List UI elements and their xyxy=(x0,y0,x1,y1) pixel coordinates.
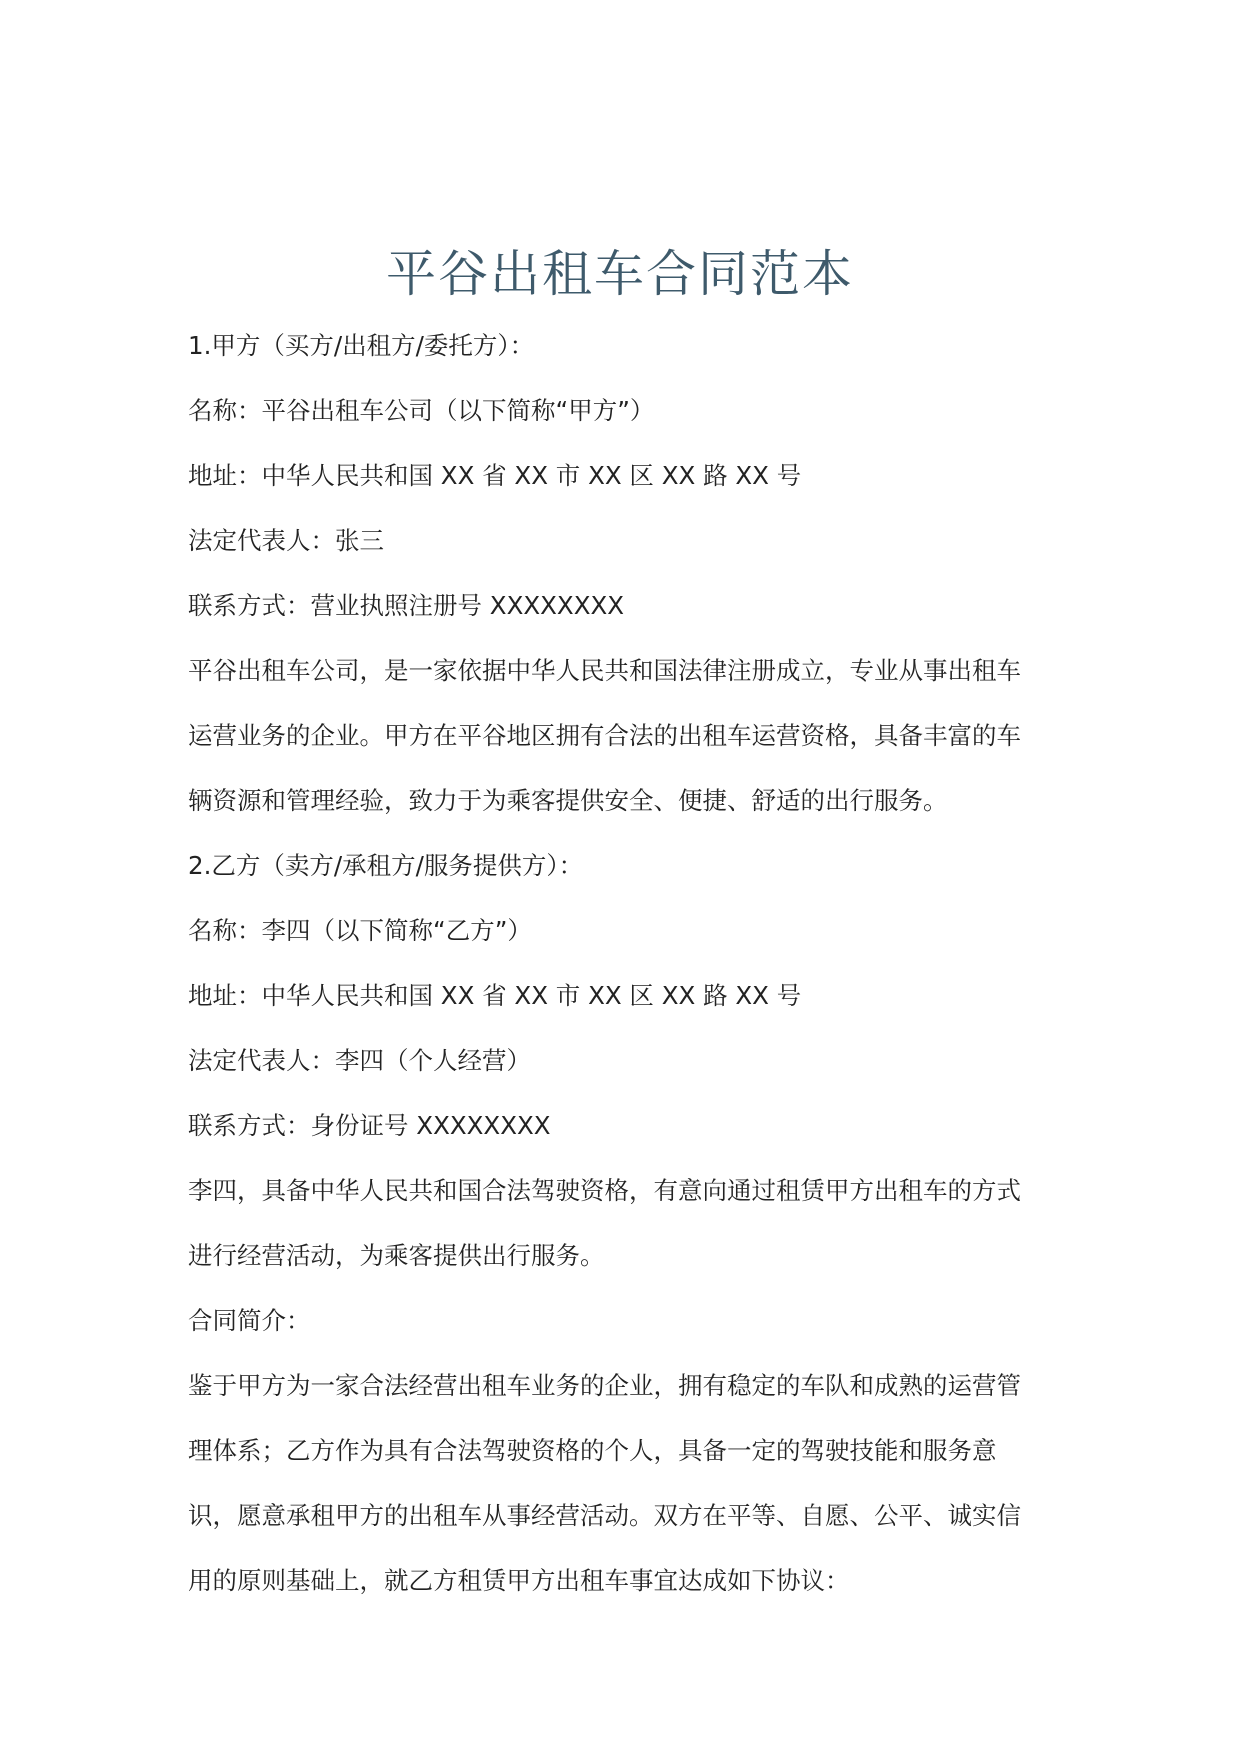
contract-intro-line: 识，愿意承租甲方的出租车从事经营活动。双方在平等、自愿、公平、诚实信 xyxy=(188,1501,1021,1530)
party-b-description-line: 李四，具备中华人民共和国合法驾驶资格，有意向通过租赁甲方出租车的方式 xyxy=(188,1176,1021,1205)
party-b-address: 地址：中华人民共和国 XX 省 XX 市 XX 区 XX 路 XX 号 xyxy=(188,981,802,1010)
contract-intro-line: 用的原则基础上，就乙方租赁甲方出租车事宜达成如下协议： xyxy=(188,1566,850,1595)
party-a-name: 名称：平谷出租车公司（以下简称“甲方”） xyxy=(188,396,655,425)
party-a-legal-representative: 法定代表人：张三 xyxy=(188,526,384,555)
document-body xyxy=(188,313,1048,1613)
contract-intro-heading: 合同简介： xyxy=(188,1306,311,1335)
party-a-description-line: 辆资源和管理经验，致力于为乘客提供安全、便捷、舒适的出行服务。 xyxy=(188,786,948,815)
party-b-description-line: 进行经营活动，为乘客提供出行服务。 xyxy=(188,1241,605,1270)
party-a-address: 地址：中华人民共和国 XX 省 XX 市 XX 区 XX 路 XX 号 xyxy=(188,461,802,490)
party-a-description-line: 平谷出租车公司，是一家依据中华人民共和国法律注册成立，专业从事出租车 xyxy=(188,656,1021,685)
party-a-heading: 1.甲方（买方/出租方/委托方）： xyxy=(188,331,535,360)
party-a-description-line: 运营业务的企业。甲方在平谷地区拥有合法的出租车运营资格，具备丰富的车 xyxy=(188,721,1021,750)
party-a-contact: 联系方式：营业执照注册号 XXXXXXXX xyxy=(188,591,625,620)
party-b-contact: 联系方式：身份证号 XXXXXXXX xyxy=(188,1111,551,1140)
contract-intro-line: 理体系；乙方作为具有合法驾驶资格的个人，具备一定的驾驶技能和服务意 xyxy=(188,1436,997,1465)
party-b-name: 名称：李四（以下简称“乙方”） xyxy=(188,916,532,945)
document-title: 平谷出租车合同范本 xyxy=(386,244,854,303)
contract-intro-line: 鉴于甲方为一家合法经营出租车业务的企业，拥有稳定的车队和成熟的运营管 xyxy=(188,1371,1021,1400)
party-b-heading: 2.乙方（卖方/承租方/服务提供方）： xyxy=(188,851,584,880)
party-b-legal-representative: 法定代表人：李四（个人经营） xyxy=(188,1046,531,1075)
